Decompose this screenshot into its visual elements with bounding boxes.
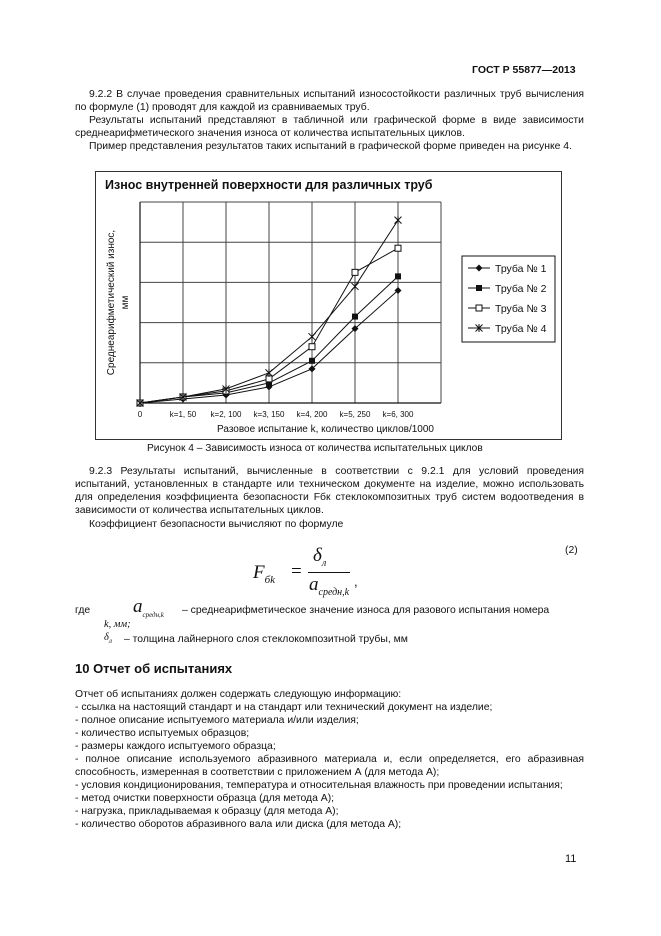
data-point — [352, 282, 359, 290]
formula-equals: = — [291, 561, 302, 582]
list-item: - условия кондиционирования, температура и относительная влажность при проведении испытания; — [75, 780, 563, 791]
section-list — [75, 701, 584, 831]
formula-lhs-subscript: бk — [264, 573, 276, 586]
formula-fraction-bar — [308, 572, 350, 573]
where-a-description-continued: k, мм; — [104, 619, 131, 630]
list-item: - размеры каждого испытуемого образца; — [75, 741, 276, 752]
where-label: где — [75, 605, 91, 616]
formula-lhs — [253, 562, 275, 586]
data-point — [395, 245, 401, 251]
x-tick-label: k=1, 50 — [169, 410, 197, 419]
formula-number: (2) — [565, 545, 578, 556]
y-axis-label-line: мм — [120, 295, 131, 310]
figure-frame — [95, 171, 562, 440]
data-point — [352, 314, 358, 320]
where-a-description: – среднеарифметическое значение износа для разового испытания номера — [182, 605, 550, 616]
paragraph-results: Результаты испытаний представляют в табличной или графической форме в виде зависимости среднеарифметического значения износа от количества испытательных циклов. — [75, 115, 584, 139]
legend-label: Труба № 1 — [495, 263, 547, 275]
wear-chart — [96, 172, 561, 439]
formula-numerator-subscript: л — [321, 557, 327, 569]
where-a-main: a — [133, 596, 143, 617]
x-tick-label: 0 — [137, 410, 143, 419]
data-point — [352, 269, 358, 275]
legend-label: Труба № 4 — [495, 323, 547, 335]
paragraph-coefficient: Коэффициент безопасности вычисляют по формуле — [89, 519, 344, 530]
x-tick-label: k=5, 250 — [339, 410, 371, 419]
formula-lhs-symbol: F — [253, 562, 265, 583]
where-delta-symbol — [104, 632, 112, 645]
list-item: - количество оборотов абразивного вала или диска (для метода А); — [75, 819, 402, 830]
where-delta-subscript: л — [108, 637, 112, 646]
x-tick-label: k=6, 300 — [382, 410, 414, 419]
list-item: - количество испытуемых образцов; — [75, 728, 250, 739]
where-delta-description: – толщина лайнерного слоя стеклокомпозитной трубы, мм — [124, 634, 408, 645]
x-tick-label: k=2, 100 — [210, 410, 242, 419]
where-a-symbol — [133, 596, 164, 619]
formula-numerator-symbol: δ — [313, 545, 322, 566]
x-axis-label: Разовое испытание k, количество циклов/1000 — [217, 424, 434, 435]
list-item: - полное описание используемого абразивного материала и, если определяется, его абразивная способность, измеренная в соответствии с приложением А (для метода А); — [75, 754, 584, 778]
data-point — [266, 369, 273, 377]
chart-title: Износ внутренней поверхности для различных труб — [105, 178, 433, 192]
formula-comma: , — [354, 574, 358, 589]
formula-denominator-subscript: средн,k — [318, 586, 350, 598]
formula-numerator — [313, 545, 326, 569]
page-number: 11 — [565, 853, 577, 865]
list-item: - нагрузка, прикладываемая к образцу (для метода А); — [75, 806, 339, 817]
list-item: - метод очистки поверхности образца (для метода А); — [75, 793, 335, 804]
x-tick-label: k=3, 150 — [253, 410, 285, 419]
where-delta-main: δ — [104, 632, 109, 643]
data-point — [309, 344, 315, 350]
section-intro: Отчет об испытаниях должен содержать следующую информацию: — [75, 689, 402, 700]
figure-caption: Рисунок 4 – Зависимость износа от количества испытательных циклов — [147, 443, 483, 454]
x-tick-label: k=4, 200 — [296, 410, 328, 419]
section-heading: 10 Отчет об испытаниях — [75, 661, 233, 676]
where-a-subscript: средн,k — [142, 610, 164, 619]
paragraph-9-2-3: 9.2.3 Результаты испытаний, вычисленные в соответствии с 9.2.1 для условий проведения испытаний, установленных в стандарте или техническом документе на изделие, можно использовать для определения коэффициента безопасности Fбк стеклокомпозитных труб систем водоотведения в зависимости от количества испытательных циклов. — [75, 466, 584, 516]
legend-marker — [476, 285, 482, 291]
paragraph-9-2-2: 9.2.2 В случае проведения сравнительных испытаний износостойкости различных труб вычисления по формуле (1) проводят для каждой из сравниваемых труб. — [75, 89, 584, 113]
y-axis-label — [105, 230, 131, 375]
formula-denominator — [309, 574, 349, 598]
list-item: - ссылка на настоящий стандарт и на стандарт или технический документ на изделие; — [75, 702, 493, 713]
data-point — [309, 333, 316, 341]
legend-label: Труба № 3 — [495, 303, 547, 315]
legend-marker — [476, 305, 482, 311]
legend-label: Труба № 2 — [495, 283, 547, 295]
standard-header: ГОСТ Р 55877—2013 — [472, 64, 576, 76]
formula-denominator-symbol: a — [309, 574, 319, 595]
list-item: - полное описание испытуемого материала и/или изделия; — [75, 715, 359, 726]
paragraph-example: Пример представления результатов таких испытаний в графической форме приведен на рисунке 4. — [89, 141, 572, 152]
data-point — [395, 273, 401, 279]
y-axis-label-line: Среднеарифметический износ, — [106, 229, 117, 376]
data-point — [309, 358, 315, 364]
data-point — [395, 216, 402, 224]
